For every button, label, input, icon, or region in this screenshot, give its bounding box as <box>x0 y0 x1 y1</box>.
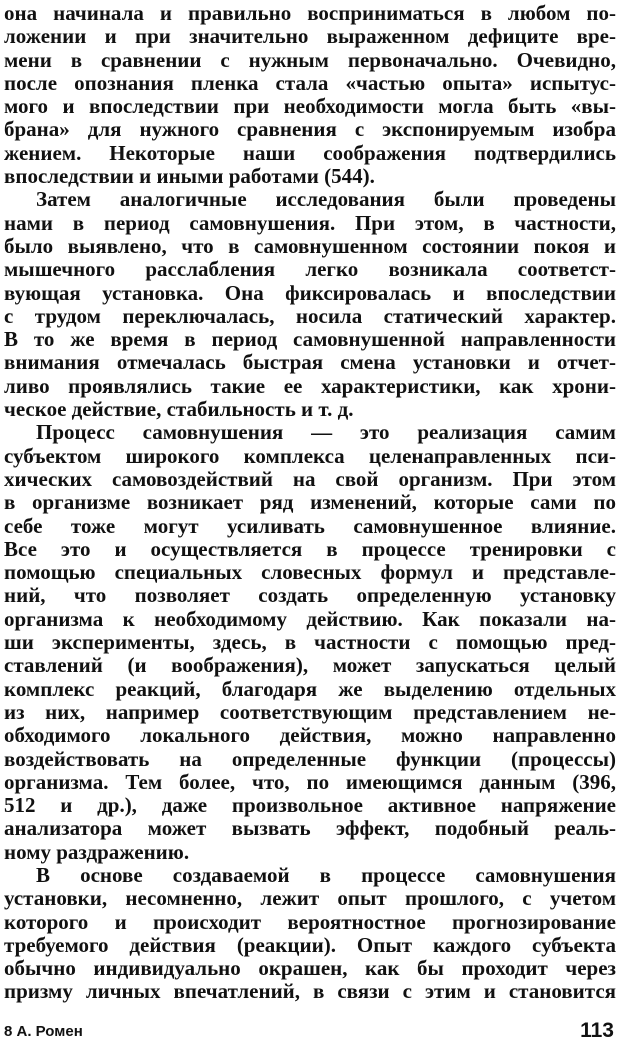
text-line: В то же время в период самовнушенной направленности <box>4 327 616 352</box>
text-line: нами в период самовнушения. При этом, в частности, <box>4 210 616 235</box>
text-line: брана» для нужного сравнения с экспонируемым изобра <box>4 117 616 142</box>
signature-mark: 8 А. Ромен <box>4 1023 83 1040</box>
text-line: Процесс самовнушения — это реализация самим <box>36 420 616 445</box>
text-line: организма к необходимому действию. Как показали на- <box>4 606 616 631</box>
page-number: 113 <box>580 1019 614 1042</box>
text-line: ши эксперименты, здесь, в частности с помощью пред- <box>4 630 616 655</box>
text-line: обходимого локального действия, можно направленно <box>4 723 616 748</box>
text-line: мого и впоследствии при необходимости могла быть «вы- <box>4 94 616 119</box>
text-line: она начинала и правильно восприниматься в любом по- <box>4 1 616 25</box>
text-line: себе тоже могут усиливать самовнушенное влияние. <box>4 513 616 538</box>
text-line: ному раздражению. <box>4 839 190 864</box>
text-line: помощью специальных словесных формул и представле- <box>4 560 616 585</box>
text-line: установки, несомненно, лежит опыт прошлого, с учетом <box>4 886 616 911</box>
text-line: ческое действие, стабильность и т. д. <box>4 397 354 422</box>
text-line: с трудом переключалась, носила статический характер. <box>4 303 616 328</box>
text-line: вующая установка. Она фиксировалась и впоследствии <box>4 280 616 305</box>
text-line: воздействовать на определенные функции (процессы) <box>4 746 616 771</box>
text-line: Затем аналогичные исследования были проведены <box>36 187 616 212</box>
text-line: хических самовоздействий на свой организм. При этом <box>4 466 616 491</box>
text-line: комплекс реакций, благодаря же выделению отдельных <box>4 676 616 701</box>
page-footer <box>4 1018 614 1044</box>
text-line: требуемого действия (реакции). Опыт каждого субъекта <box>4 932 616 957</box>
text-line: призму личных впечатлений, в связи с этим и становится <box>4 979 616 1004</box>
text-line: Все это и осуществляется в процессе тренировки с <box>4 536 616 561</box>
page-body <box>4 2 616 1004</box>
text-line: В основе создаваемой в процессе самовнушения <box>36 862 616 887</box>
text-line: которого и происходит вероятностное прогнозирование <box>4 909 616 934</box>
text-line: было выявлено, что в самовнушенном состоянии покоя и <box>4 233 616 258</box>
text-line: анализатора может вызвать эффект, подобный реаль- <box>4 816 616 841</box>
text-line: организма. Тем более, что, по имеющимся данным (396, <box>4 769 616 794</box>
text-line: ложении и при значительно выраженном дефиците вре- <box>4 24 616 49</box>
text-line: субъектом широкого комплекса целенаправленных пси- <box>4 443 616 468</box>
text-line: жением. Некоторые наши соображения подтвердились <box>4 140 616 165</box>
text-line: мышечного расслабления легко возникала соответст- <box>4 257 616 282</box>
text-line: ний, что позволяет создать определенную установку <box>4 583 616 608</box>
text-line: внимания отмечалась быстрая смена установки и отчет- <box>4 350 616 375</box>
text-line: впоследствии и иными работами (544). <box>4 164 375 189</box>
text-line: 512 и др.), даже произвольное активное напряжение <box>4 793 616 818</box>
text-line: мени в сравнении с нужным первоначально. Очевидно, <box>4 47 616 72</box>
text-line: обычно индивидуально окрашен, как бы проходит через <box>4 956 616 981</box>
text-line: после опознания пленка стала «частью опыта» испытус- <box>4 70 616 95</box>
text-line: из них, например соответствующим представлением не- <box>4 699 616 724</box>
text-line: ливо проявлялись такие ее характеристики, как хрони- <box>4 373 616 398</box>
text-line: в организме возникает ряд изменений, которые сами по <box>4 490 616 515</box>
text-line: ставлений (и воображения), может запускаться целый <box>4 653 616 678</box>
